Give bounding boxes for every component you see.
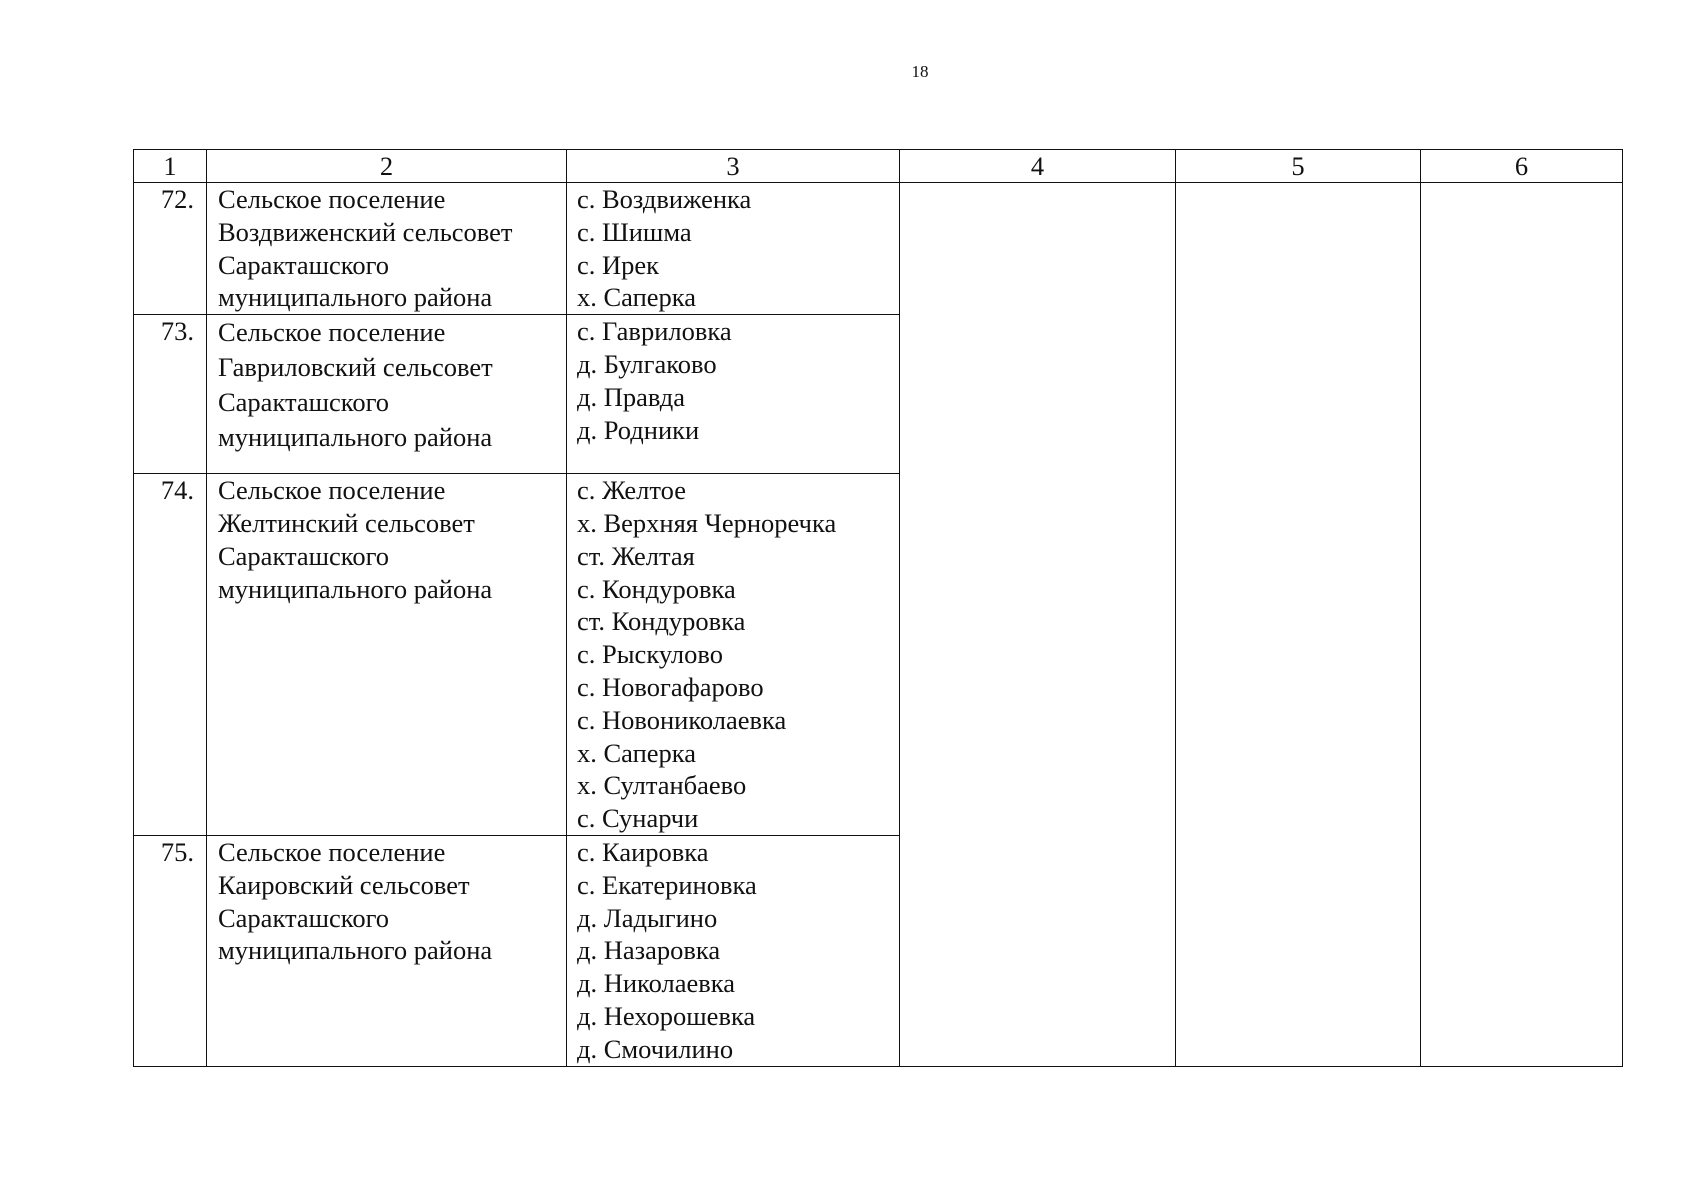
page-number: 18 (911, 62, 929, 81)
settlements-table (133, 149, 1623, 1067)
table-row (134, 183, 1623, 315)
places-list: с. Желтое х. Верхняя Черноречка ст. Желтая с. Кондуровка ст. Кондуровка с. Рыскулово с. Новогафарово с. Новониколаевка х. Саперка х. Султанбаево с. Сунарчи (567, 474, 900, 836)
column-4-cell (900, 183, 1176, 1067)
settlement-name: Сельское поселение Гавриловский сельсовет Саракташского муниципального района (207, 315, 567, 474)
column-5-cell (1176, 183, 1421, 1067)
row-number: 72. (134, 183, 207, 315)
header-cell: 1 (134, 150, 207, 183)
places-list: с. Каировка с. Екатериновка д. Ладыгино д. Назаровка д. Николаевка д. Нехорошевка д. Смочилино (567, 835, 900, 1066)
column-6-cell (1421, 183, 1623, 1067)
places-list: с. Гавриловка д. Булгаково д. Правда д. Родники (567, 315, 900, 474)
settlement-name: Сельское поселение Каировский сельсовет Саракташского муниципального района (207, 835, 567, 1066)
table-header-row (134, 150, 1623, 183)
row-number: 73. (134, 315, 207, 474)
header-cell: 6 (1421, 150, 1623, 183)
header-cell: 5 (1176, 150, 1421, 183)
header-cell: 2 (207, 150, 567, 183)
row-number: 74. (134, 474, 207, 836)
row-number: 75. (134, 835, 207, 1066)
places-list: с. Воздвиженка с. Шишма с. Ирек х. Саперка (567, 183, 900, 315)
header-cell: 3 (567, 150, 900, 183)
settlement-name: Сельское поселение Воздвиженский сельсовет Саракташского муниципального района (207, 183, 567, 315)
header-cell: 4 (900, 150, 1176, 183)
settlement-name: Сельское поселение Желтинский сельсовет Саракташского муниципального района (207, 474, 567, 836)
